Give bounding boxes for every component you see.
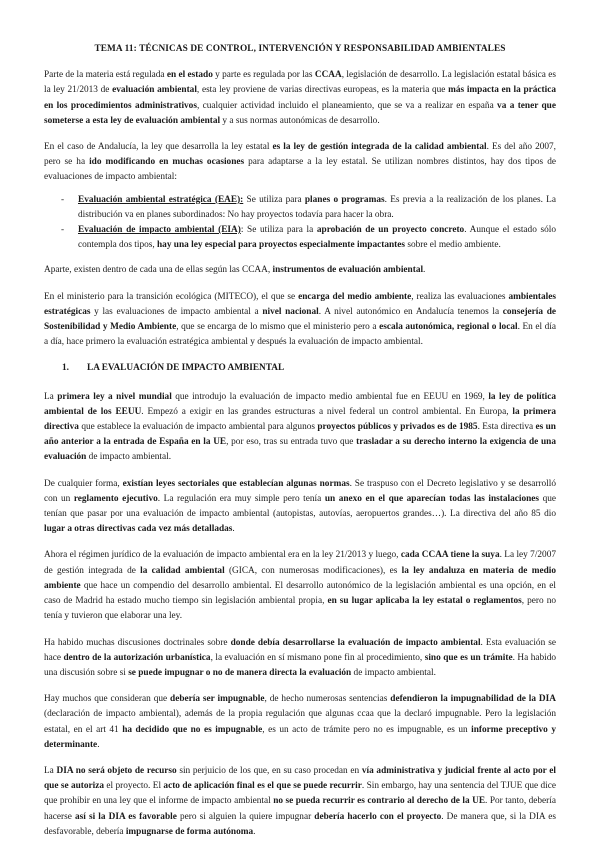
text-run: , la evaluación en sí mismano pone fin al procedimiento,	[210, 652, 425, 663]
text-run: sin perjuicio de los que, en su caso procedan en	[176, 765, 362, 776]
bold-run: se puede impugnar o no de manera directa la evaluación	[128, 667, 352, 678]
bold-run: dentro de la autorización urbanística	[63, 652, 211, 663]
text-run: .	[423, 265, 426, 276]
text-run: . Empezó a exigir en las grandes estructuras a nivel federal un control ambiental. En Europa,	[141, 406, 513, 417]
text-run: y las evaluaciones de impacto ambiental a	[90, 306, 263, 317]
text-run: Se utiliza para	[243, 194, 305, 205]
section-number: 1.	[62, 363, 69, 374]
text-run: . A nivel autonómico en Andalucía tenemos la	[318, 306, 503, 317]
text-run: , de hecho numerosas sentencias	[264, 694, 391, 705]
text-run: pero si alguien la quiere impugnar	[176, 811, 315, 822]
text-run: que introdujo la evaluación de impacto medio ambiental fue en EEUU en 1969,	[171, 391, 489, 402]
list-item-eae	[78, 193, 556, 223]
list-term: Evaluación ambiental estratégica (EAE):	[78, 194, 244, 205]
text-run: , por eso, tras su entrada tuvo que	[226, 437, 357, 448]
bold-run: no se pueda recurrir es contrario al derecho de la UE	[273, 796, 486, 807]
section-title: LA EVALUACIÓN DE IMPACTO AMBIENTAL	[87, 363, 285, 374]
text-run: , esta ley proviene de varias directivas europeas, es la materia que	[196, 85, 449, 96]
text-run: para adaptarse a la ley estatal. Se utilizan nombres distintos, hay dos tipos de evaluaciones de impacto ambiental:	[44, 157, 556, 183]
paragraph-sectoral-laws	[44, 477, 556, 538]
text-run: . Aunque el estado sólo contempla dos tipos,	[78, 225, 556, 251]
text-run: y parte es regulada por las	[212, 70, 315, 81]
bold-run: primera ley a nivel mundial	[57, 391, 172, 402]
bold-run: reglamento ejecutivo	[73, 493, 158, 504]
text-run: En el caso de Andalucía, la ley que desarrolla la ley estatal	[44, 142, 273, 153]
paragraph-impugnability	[44, 692, 556, 753]
text-run: . De manera que, si la DIA es desfavorable, debería	[44, 811, 556, 837]
bold-run: debería hacerlo con el proyecto	[314, 811, 442, 822]
text-run: Parte de la materia está regulada	[44, 70, 167, 81]
bold-run: aprobación de un proyecto concreto	[316, 225, 465, 236]
bold-run: un anexo en el que aparecían todas las instalaciones	[324, 493, 540, 504]
text-run: de impacto ambiental.	[86, 452, 172, 463]
text-run: (declaración de impacto ambiental), además de la propia regulación que algunas ccaa que la declaró impugnable. Pero la legislación estatal, en el art 41	[44, 709, 556, 735]
text-run: . Es previa a la realización de los planes. La distribución va en planes subordinados: No hay proyectos todavía para hacer la obra.	[78, 194, 556, 220]
text-run: En el ministerio para la transición ecológica (MITECO), el que se	[44, 291, 299, 302]
text-run: el proyecto. El	[104, 781, 164, 792]
text-run: . Se traspuso con el Decreto legislativo y se desarrolló con un	[44, 478, 556, 504]
text-run: . En el día a día, hace primero la evaluación estratégica ambiental y después la evaluación de impacto ambiental.	[44, 322, 556, 348]
text-run: . Sin embargo, hay una sentencia del TJUE que dice que prohibir en una ley que el informe de impacto ambiental	[44, 781, 556, 807]
text-run: . La ley 7/2007 de gestión integrada de	[44, 550, 556, 576]
bold-run: lugar a otras directivas cada vez más detalladas	[44, 524, 233, 535]
bold-run: consejería de Sostenibilidad y Medio Ambiente	[44, 306, 556, 333]
text-run: , realiza las evaluaciones	[411, 291, 509, 302]
bold-run: informe preceptivo y determinante	[44, 724, 556, 750]
text-run: Ha habido muchas discusiones doctrinales sobre	[44, 637, 231, 648]
text-run: .	[97, 739, 100, 750]
document-title: TEMA 11: TÉCNICAS DE CONTROL, INTERVENCIÓN Y RESPONSABILIDAD AMBIENTALES	[94, 44, 506, 54]
text-run: . Por tanto, debería hacerse	[44, 796, 556, 822]
bold-run: ambientales estratégicas	[44, 291, 556, 317]
text-run: , pero no tenía y tuvieron que elaborar una ley.	[44, 596, 556, 622]
bold-run: donde debía desarrollarse la evaluación de impacto ambiental	[230, 637, 481, 648]
bold-run: la primera directiva	[44, 406, 556, 433]
bold-run: hay una ley especial para proyectos especialmente impactantes	[157, 240, 405, 251]
bold-run: trasladar a su derecho interno la exigencia de una evaluación	[44, 437, 556, 463]
text-run: Ahora el régimen jurídico de la evaluación de impacto ambiental era en la ley 21/2013 y luego,	[44, 550, 401, 561]
bold-run: ha decidido que no es impugnable	[122, 724, 263, 735]
bold-run: es la ley de gestión integrada de la calidad ambiental	[272, 142, 487, 153]
text-run: sobre el medio ambiente.	[405, 240, 501, 251]
text-run: , legislación de desarrollo. La legislación estatal básica es la ley 21/2013 de	[44, 70, 557, 96]
bold-run: la calidad ambiental	[140, 565, 225, 576]
paragraph-dia-recourse	[44, 764, 556, 840]
text-run: , que se encarga de lo mismo que el ministerio pero a	[176, 322, 380, 333]
paragraph-miteco	[44, 290, 556, 351]
text-run: : Se utiliza para la	[240, 225, 317, 236]
bold-run: encarga del medio ambiente	[298, 291, 412, 302]
bold-run: más impacta en la práctica en los procedimientos administrativos	[44, 85, 556, 111]
bold-run: la ley de política ambiental de los EEUU	[44, 391, 556, 417]
bold-run: existían leyes sectoriales que establecían algunas normas	[122, 478, 350, 489]
text-run: (GICA, con numerosas modificaciones), es	[224, 565, 402, 576]
list-item-eia	[78, 223, 556, 253]
text-run: . Ha habido una discusión sobre si	[44, 652, 556, 678]
text-run: La	[44, 765, 57, 776]
list-term: Evaluación de impacto ambiental (EIA)	[78, 225, 241, 236]
bold-run: planes o programas	[304, 194, 385, 205]
bold-run: defendieron la impugnabilidad de la DIA	[390, 694, 556, 705]
text-run: que establece la evaluación de impacto ambiental para algunos	[78, 422, 318, 433]
section-heading	[44, 361, 556, 376]
bold-run: instrumentos de evaluación ambiental	[272, 265, 424, 276]
text-run: .	[253, 826, 256, 837]
text-run: Hay muchos que consideran que	[44, 694, 171, 705]
text-run: de impacto ambiental.	[351, 667, 436, 678]
text-run: La	[44, 391, 58, 402]
bold-run: la ley andaluza en materia de medio ambiente	[44, 565, 556, 591]
bold-run: así si la DIA es favorable	[74, 811, 177, 822]
paragraph-andalucia	[44, 140, 556, 186]
paragraph-doctrinal-discussion	[44, 636, 556, 682]
text-run: que tenían que pasar por una evaluación de impacto ambiental (autopistas, autovías, aeropuertos grandes…). La directiva del año 85 dio	[44, 493, 557, 520]
bold-run: en el estado	[166, 70, 213, 81]
bold-run: DIA no será objeto de recurso	[56, 765, 177, 776]
paragraph-intro	[44, 68, 556, 129]
bold-run: debería ser impugnable	[170, 694, 265, 705]
bold-run: ido modificando en muchas ocasiones	[89, 157, 245, 168]
text-run: . Es del año 2007, pero se ha	[44, 142, 556, 168]
bold-run: vía administrativa y judicial frente al acto por el que se autoriza	[44, 765, 556, 792]
text-run: De cualquier forma,	[44, 478, 123, 489]
text-run: . Esta evaluación se hace	[44, 637, 556, 663]
bold-run: nivel nacional	[262, 306, 319, 317]
bold-run: es un año anterior a la entrada de España en la UE	[44, 422, 556, 448]
bold-run: impugnarse de forma autónoma	[125, 826, 254, 837]
bold-run: proyectos públicos y privados es de 1985	[317, 422, 478, 433]
text-run: . Esta directiva	[477, 422, 536, 433]
evaluation-types-list	[44, 193, 556, 254]
text-run: , es un acto de trámite pero no es impugnable, es un	[262, 724, 472, 735]
bold-run: sino que es un trámite	[424, 652, 513, 663]
bold-run: evaluación ambiental	[112, 85, 197, 96]
text-run: que hace un compendio del desarrollo ambiental. El desarrollo autonómico de la legislación ambiental es una opción, en el caso de Madrid ha estado mucho tiempo sin legislación ambiental propia,	[44, 580, 556, 607]
bold-run: CCAA	[314, 70, 342, 81]
bold-run: en su lugar aplicaba la ley estatal o reglamentos	[327, 596, 522, 607]
text-run: . La regulación era muy simple pero tenía	[157, 493, 325, 504]
bold-run: escala autonómica, regional o local	[379, 322, 518, 333]
bold-run: va a tener que someterse a esta ley de evaluación ambiental	[44, 100, 556, 126]
text-run: Aparte, existen dentro de cada una de ellas según las CCAA,	[44, 265, 273, 276]
paragraph-legal-regime	[44, 548, 556, 624]
bold-run: acto de aplicación final es el que se puede recurrir	[163, 781, 362, 792]
paragraph-ccaa-instruments	[44, 263, 556, 278]
bold-run: cada CCAA tiene la suya	[400, 550, 500, 561]
text-run: .	[232, 524, 235, 535]
paragraph-history	[44, 390, 556, 466]
text-run: , cualquier actividad incluido el planeamiento, que se va a realizar en españa	[196, 100, 498, 111]
text-run: y a sus normas autonómicas de desarrollo.	[220, 115, 380, 126]
